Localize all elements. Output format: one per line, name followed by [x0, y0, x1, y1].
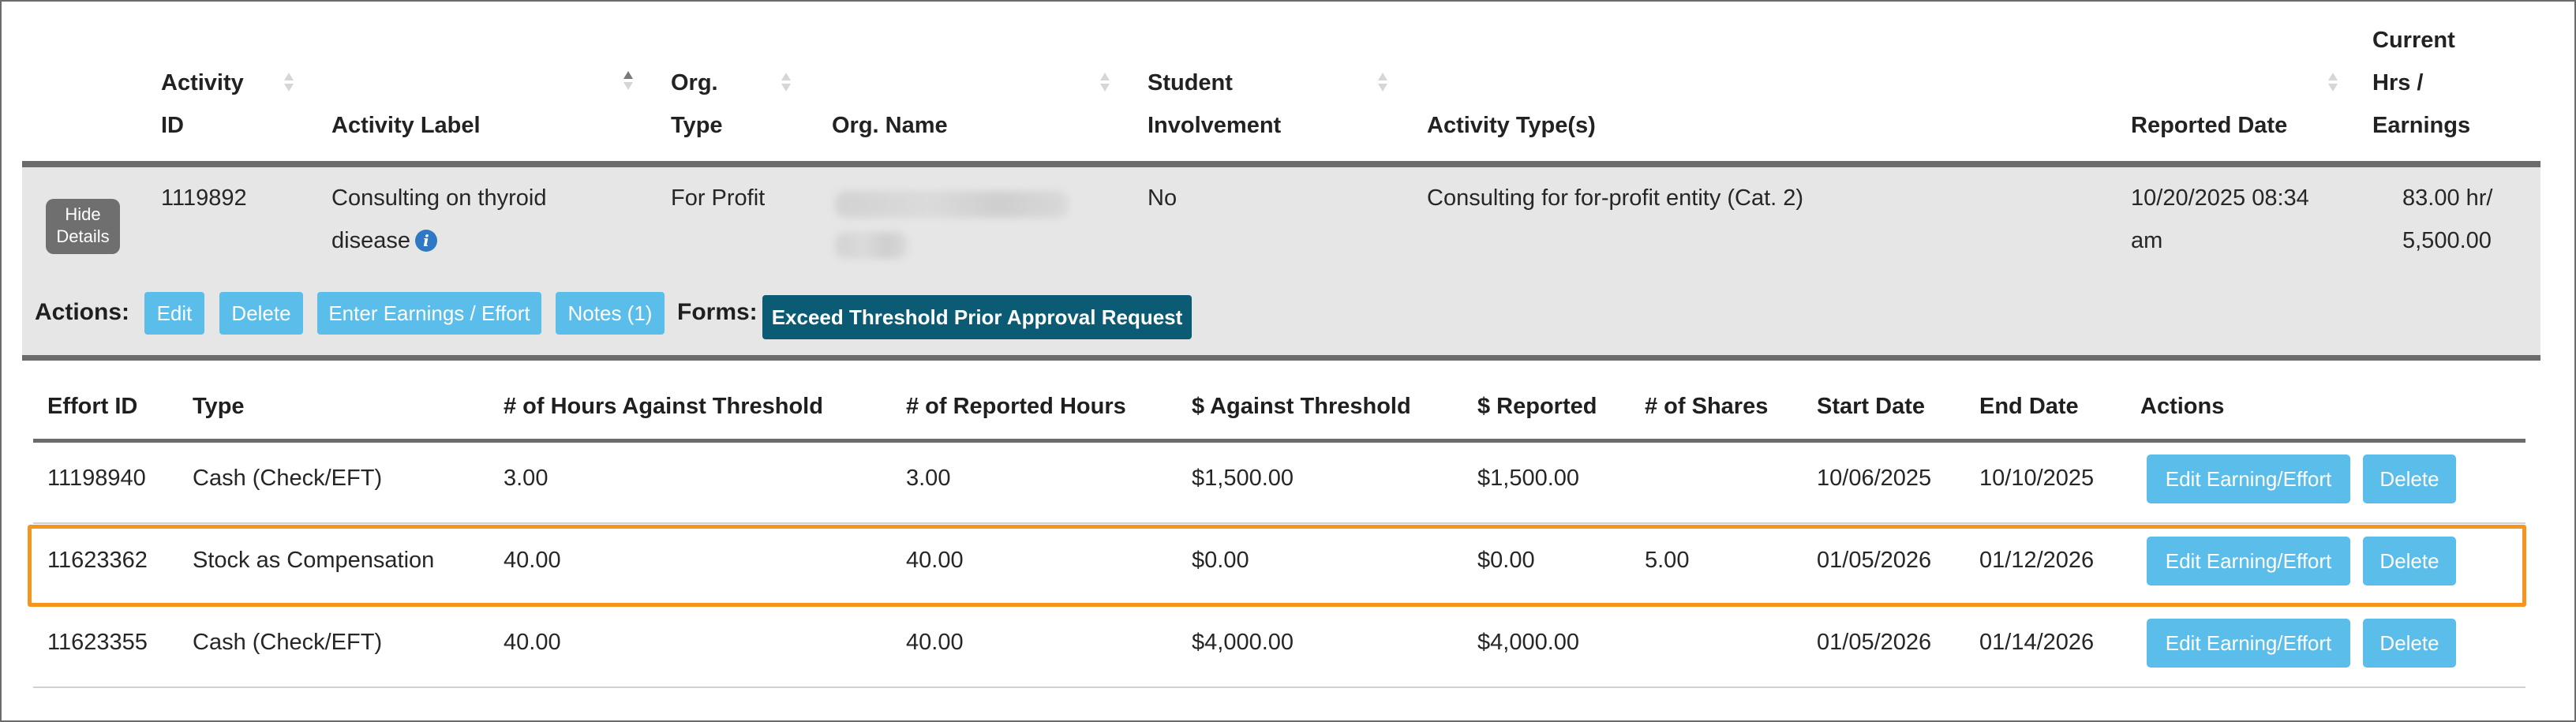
activity-row [22, 167, 2540, 357]
reported-hours: 3.00 [906, 466, 951, 491]
edit-button[interactable]: Edit [144, 292, 204, 335]
enter-earnings-button[interactable]: Enter Earnings / Effort [317, 292, 541, 335]
col-actions: Actions [2140, 394, 2225, 419]
shares: 5.00 [1645, 548, 1690, 573]
col-end-date: End Date [1979, 394, 2079, 419]
col-org-type[interactable] [671, 62, 723, 147]
activity-label-line1: Consulting on thyroid [331, 185, 547, 211]
col-shares: # of Shares [1645, 394, 1769, 419]
col-activity-types[interactable]: Activity Type(s) [1427, 113, 1596, 138]
delete-button[interactable]: Delete [219, 292, 303, 335]
dollars-reported: $0.00 [1477, 548, 1535, 573]
col-activity-id-line2: ID [161, 113, 184, 138]
org-name-redacted-2 [835, 232, 908, 259]
reported-date-line2: am [2131, 228, 2163, 253]
activity-label-line2-wrap [331, 219, 546, 262]
col-current-hrs-line2: Hrs / [2372, 70, 2424, 95]
current-hrs-line1: 83.00 hr/ [2402, 185, 2493, 211]
reported-date-value [2131, 177, 2309, 262]
current-hrs-line2: 5,500.00 [2402, 228, 2492, 253]
dollars-reported: $1,500.00 [1477, 466, 1580, 491]
col-hours-threshold: # of Hours Against Threshold [504, 394, 823, 419]
table-row [33, 603, 2525, 682]
effort-type: Cash (Check/EFT) [193, 630, 383, 655]
sort-student-involvement-icon[interactable] [1378, 71, 1387, 95]
sort-org-name-icon[interactable] [1100, 71, 1110, 95]
activity-table-header [22, 2, 2540, 164]
hide-details-button[interactable]: Hide Details [46, 199, 120, 254]
activity-id: 1119892 [161, 185, 247, 211]
col-type: Type [193, 394, 245, 419]
reported-date-line1: 10/20/2025 08:34 [2131, 185, 2309, 211]
row-highlight [28, 525, 2526, 607]
current-hrs-value [2402, 177, 2492, 262]
activity-label [331, 177, 546, 262]
dollars-threshold: $1,500.00 [1192, 466, 1294, 491]
hours-threshold: 40.00 [504, 630, 561, 655]
effort-type: Cash (Check/EFT) [193, 466, 383, 491]
hours-threshold: 40.00 [504, 548, 561, 573]
forms-label: Forms: [677, 299, 758, 325]
col-current-hrs[interactable] [2372, 19, 2470, 147]
actions-label: Actions: [35, 299, 129, 325]
col-activity-id-line1: Activity [161, 70, 244, 95]
org-name-redacted [835, 191, 1069, 218]
effort-id: 11623355 [47, 630, 148, 655]
reported-hours: 40.00 [906, 630, 964, 655]
col-current-hrs-line1: Current [2372, 28, 2455, 53]
end-date: 01/12/2026 [1979, 548, 2095, 573]
effort-id: 11198940 [47, 466, 146, 491]
col-student-involvement[interactable] [1148, 62, 1281, 147]
col-org-name[interactable]: Org. Name [832, 113, 948, 138]
col-effort-id: Effort ID [47, 394, 138, 419]
col-student-involvement-line2: Involvement [1148, 113, 1282, 138]
sort-activity-id-icon[interactable] [284, 71, 294, 95]
hours-threshold: 3.00 [504, 466, 549, 491]
edit-earning-effort-button[interactable]: Edit Earning/Effort [2147, 537, 2350, 585]
col-org-type-line2: Type [671, 113, 723, 138]
effort-id: 11623362 [47, 548, 148, 573]
header-divider [22, 161, 2540, 167]
band-divider [22, 355, 2540, 361]
info-icon[interactable]: i [415, 230, 437, 252]
effort-type: Stock as Compensation [193, 548, 435, 573]
table-row [33, 439, 2525, 518]
delete-row-button[interactable]: Delete [2363, 455, 2456, 503]
edit-earning-effort-button[interactable]: Edit Earning/Effort [2147, 455, 2350, 503]
dollars-reported: $4,000.00 [1477, 630, 1580, 655]
effort-table-header [33, 383, 2525, 439]
col-reported-hours: # of Reported Hours [906, 394, 1126, 419]
sort-org-type-icon[interactable] [781, 71, 791, 95]
start-date: 10/06/2025 [1817, 466, 1932, 491]
dollars-threshold: $4,000.00 [1192, 630, 1294, 655]
delete-row-button[interactable]: Delete [2363, 619, 2456, 668]
activity-label-line2: disease [331, 228, 410, 253]
end-date: 10/10/2025 [1979, 466, 2095, 491]
col-reported-date[interactable]: Reported Date [2131, 113, 2288, 138]
sort-activity-types-icon[interactable] [2328, 71, 2338, 95]
reported-hours: 40.00 [906, 548, 964, 573]
col-dollars-reported: $ Reported [1477, 394, 1597, 419]
exceed-threshold-button[interactable]: Exceed Threshold Prior Approval Request [762, 295, 1192, 339]
edit-earning-effort-button[interactable]: Edit Earning/Effort [2147, 619, 2350, 668]
student-involvement-value: No [1148, 185, 1178, 211]
col-current-hrs-line3: Earnings [2372, 113, 2471, 138]
notes-button[interactable]: Notes (1) [556, 292, 665, 335]
delete-row-button[interactable]: Delete [2363, 537, 2456, 585]
dollars-threshold: $0.00 [1192, 548, 1249, 573]
col-start-date: Start Date [1817, 394, 1925, 419]
sort-activity-label-icon[interactable] [623, 69, 633, 93]
end-date: 01/14/2026 [1979, 630, 2095, 655]
org-type-value: For Profit [671, 185, 766, 211]
start-date: 01/05/2026 [1817, 630, 1932, 655]
col-activity-label[interactable]: Activity Label [331, 113, 481, 138]
row-divider [33, 686, 2525, 688]
col-org-type-line1: Org. [671, 70, 718, 95]
col-activity-id[interactable] [161, 62, 244, 147]
col-dollars-threshold: $ Against Threshold [1192, 394, 1411, 419]
start-date: 01/05/2026 [1817, 548, 1932, 573]
activity-type-value: Consulting for for-profit entity (Cat. 2) [1427, 185, 1804, 211]
col-student-involvement-line1: Student [1148, 70, 1233, 95]
